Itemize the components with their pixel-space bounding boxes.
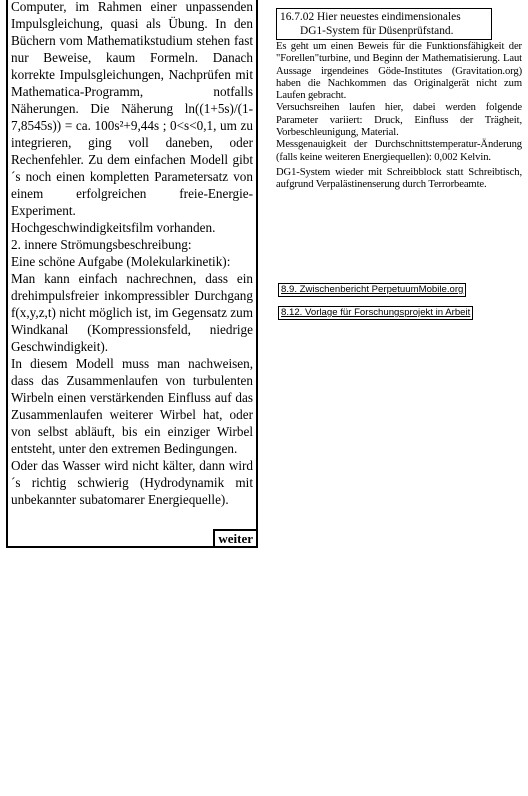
news-box bbox=[276, 8, 492, 40]
paragraph-wirbel: In diesem Modell muss man nachweisen, dass das Zusammenlaufen von turbulenten Wirbeln einen verstärkenden Einfluss auf das Zusammenlaufen weiterer Wirbel hat, oder von selbst abläuft, bis ein einziger Wirbel entsteht, unter den extremen Bedingungen. bbox=[11, 356, 253, 456]
paragraph-versuchsreihen: Versuchsreihen laufen hier, dabei werden folgende Parameter variiert: Druck, Einfluss der Trägheit, Vorbeschleunigung, Material. bbox=[276, 102, 522, 139]
weiter-button[interactable]: weiter bbox=[213, 529, 258, 548]
link-zwischenbericht[interactable]: 8.9. Zwischenbericht PerpetuumMobile.org bbox=[278, 283, 466, 297]
news-date-line: 16.7.02 Hier neuestes eindimensionales bbox=[280, 11, 461, 23]
paragraph-stroemung-heading: 2. innere Strömungsbeschreibung: bbox=[11, 237, 192, 252]
paragraph-messgenauigkeit: Messgenauigkeit der Durchschnittstemperatur-Änderung (falls keine weiteren Energiequellen): 0,002 Kelvin. bbox=[276, 139, 522, 163]
paragraph-impulsgleichung: Computer, im Rahmen einer unpassenden Impulsgleichung, quasi als Übung. In den Büchern vom Mathematikstudium stehen fast nur Beweise, kaum Formeln. Danach korrekte Impulsgleichungen, Nachprüfen mit Mathematica-Programm, notfalls Näherungen. Die Näherung ln((1+5s)/(1-7,8545s)) = ca. 100s²+9,44s ; 0<s<0,1, um zu integrieren, ging voll daneben, oder Rechenfehler. Zu dem einfachen Modell gibt´s noch einen kompletten Parametersatz von einem erfolgreichen freie-Energie-Experiment. bbox=[11, 0, 253, 218]
right-article-text bbox=[276, 41, 522, 192]
paragraph-wasser: Oder das Wasser wird nicht kälter, dann wird´s richtig schwierig (Hydrodynamik mit unbekannter subatomarer Energiequelle). bbox=[11, 458, 253, 507]
paragraph-beweis: Es geht um einen Beweis für die Funktionsfähigkeit der "Forellen"turbine, und Beginn der Mathematisierung. Laut Aussage irgendeines Göde-Institutes (Gravitation.org) haben die Nachkommen das Originalgerät nicht zum Laufen gebracht. bbox=[276, 41, 522, 102]
paragraph-aufgabe: Eine schöne Aufgabe (Molekularkinetik): bbox=[11, 254, 231, 269]
left-column bbox=[6, 0, 258, 548]
news-system-line: DG1-System für Düsenprüfstand. bbox=[300, 25, 454, 37]
paragraph-film: Hochgeschwindigkeitsfilm vorhanden. bbox=[11, 220, 216, 235]
paragraph-schreibblock: DG1-System wieder mit Schreibblock statt Schreibtisch, aufgrund Verpalästinenserung durch Terrorbeamte. bbox=[276, 166, 522, 191]
paragraph-nachrechnen: Man kann einfach nachrechnen, dass ein drehimpulsfreier inkompressibler Durchgang f(x,y,z,t) nicht möglich ist, im Gegensatz zum Windkanal (Kompressionsfeld, niedrige Geschwindigkeit). bbox=[11, 271, 253, 354]
link-vorlage-forschungsprojekt[interactable]: 8.12. Vorlage für Forschungsprojekt in Arbeit bbox=[278, 306, 473, 320]
left-article-text bbox=[8, 0, 256, 508]
right-column bbox=[276, 8, 522, 192]
